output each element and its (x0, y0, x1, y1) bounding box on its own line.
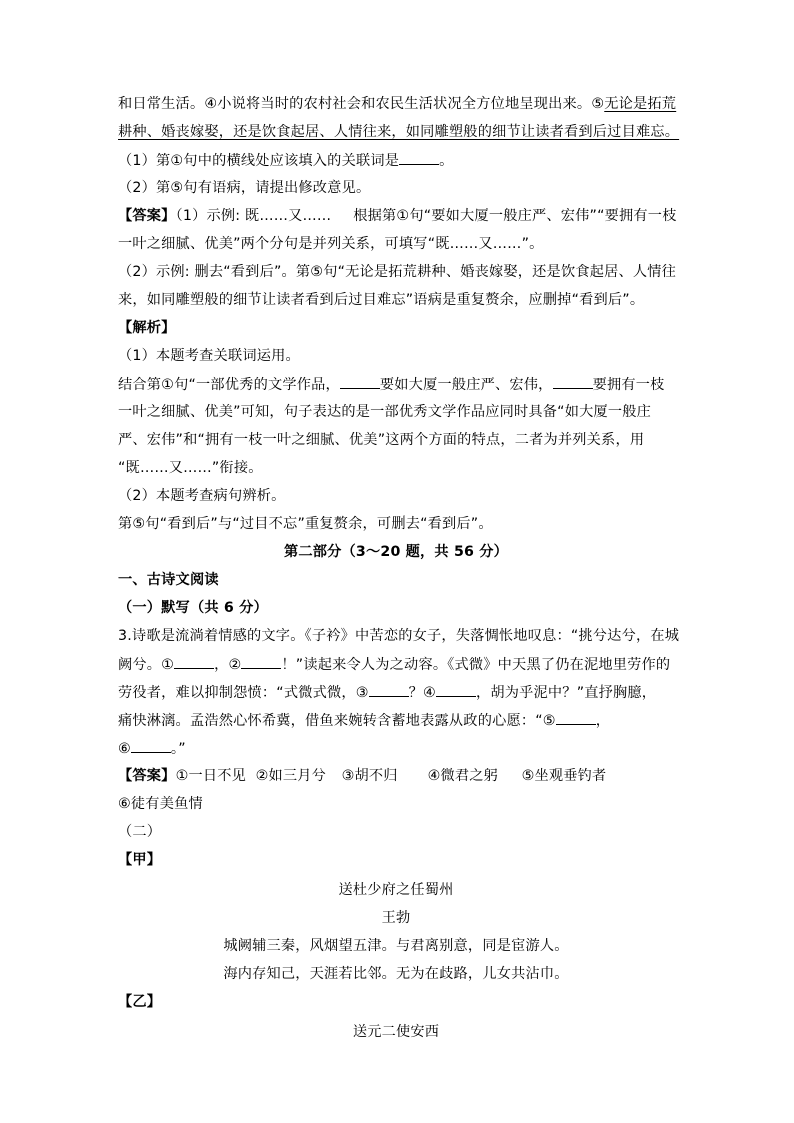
answer-blank (174, 654, 214, 669)
para1-line2: 耕种、婚丧嫁娶，还是饮食起居、人情往来，如同雕塑般的细节让读者看到后过目难忘。 (118, 124, 680, 140)
poem-b-title: 送元二使安西 (352, 1024, 440, 1040)
answer-blank (553, 374, 593, 389)
answer-1-line3: （2）示例: 删去“看到后”。第⑤句“无论是拓荒耕种、婚丧嫁娶，还是饮食起居、人情往 (118, 264, 677, 280)
question-1-text: （1）第①句中的横线处应该填入的关联词是 (118, 153, 400, 169)
poem-a-line2: 海内存知己，天涯若比邻。无为在歧路，儿女共沾巾。 (223, 966, 569, 982)
answer-item: ②如三月兮 (255, 768, 327, 784)
poem-b-tag: 【乙】 (118, 994, 162, 1010)
answer-item: ⑤坐观垂钓者 (521, 768, 607, 784)
analysis-line1: （1）本题考查关联词运用。 (118, 348, 300, 364)
question-3-line2 (118, 654, 670, 675)
answer-blank (241, 654, 281, 669)
analysis-text: 要如大厦一般庄严、宏伟， (379, 377, 553, 393)
answer-blank (369, 682, 409, 697)
question-3-text: ？④ (408, 685, 436, 701)
analysis-line6: （2）本题考查病句辨析。 (118, 488, 286, 504)
answer-item: ④微君之躬 (427, 768, 499, 784)
analysis-tag: 【解析】 (118, 320, 176, 336)
question-3-text: ⑥ (118, 741, 131, 757)
question-3-text: ， (595, 713, 611, 729)
answer-item: ①一日不见 (175, 768, 247, 784)
answer-1-example: （1）示例: 既……又…… (175, 208, 332, 224)
answer-1-line4: 来，如同雕塑般的细节让读者看到后过目难忘”语病是重复赘余，应删掉“看到后”。 (118, 292, 645, 308)
question-3-text: ，胡为乎泥中？”直抒胸臆， (475, 685, 657, 701)
answer-3-line2: ⑥徒有美鱼情 (118, 796, 203, 812)
answer-3-line1 (118, 766, 606, 786)
question-3-line4 (118, 710, 610, 731)
poem-a-tag: 【甲】 (118, 852, 162, 868)
answer-blank (399, 150, 439, 165)
analysis-line4: 严、宏伟”和“拥有一枝一叶之细腻、优美”这两个方面的特点，二者为并列关系，用 (118, 432, 645, 448)
answer-1-line1 (118, 206, 677, 226)
analysis-line7: 第⑤句“看到后”与“过目不忘”重复赘余，可删去“看到后”。 (118, 516, 493, 532)
part-2-title: 第二部分（3～20 题，共 56 分） (283, 544, 509, 560)
para1-text: 和日常生活。④小说将当时的农村社会和农民生活状况全方位地呈现出来。⑤ (118, 96, 605, 112)
analysis-line2 (118, 374, 665, 395)
subsection-2-heading: （二） (118, 824, 162, 840)
poem-a-line1: 城阙辅三秦，风烟望五津。与君离别意，同是宦游人。 (223, 938, 569, 954)
analysis-line5: “既……又……”衔接。 (118, 460, 263, 476)
question-3-line3 (118, 682, 656, 703)
answer-tag: 【答案】 (118, 208, 176, 224)
subsection-heading: （一）默写（共 6 分） (118, 600, 268, 616)
question-3-line1: 3.诗歌是流淌着情感的文字。《子衿》中苦恋的女子，失落惆怅地叹息：“挑兮达兮，在城 (118, 628, 680, 644)
question-3-text: 痛快淋漓。孟浩然心怀希冀，借鱼来婉转含蓄地表露从政的心愿：“⑤ (118, 713, 556, 729)
question-3-line5 (118, 738, 186, 759)
answer-1-reason: 根据第①句“要如大厦一般庄严、宏伟”“要拥有一枝 (353, 208, 677, 224)
answer-blank (340, 374, 380, 389)
question-3-text: 劳役者，难以抑制怨愤：“式微式微，③ (118, 685, 369, 701)
analysis-text: 结合第①句“一部优秀的文学作品， (118, 377, 340, 393)
answer-item: ③胡不归 (341, 768, 398, 784)
answer-blank (556, 710, 596, 725)
question-3-text: ！”读起来令人为之动容。《式微》中天黑了仍在泥地里劳作的 (281, 657, 671, 673)
poem-a-title: 送杜少府之任蜀州 (338, 882, 454, 898)
section-heading: 一、古诗文阅读 (118, 572, 219, 588)
answer-blank (131, 738, 171, 753)
answer-1-line2: 一叶之细腻、优美”两个分句是并列关系，可填写“既……又……”。 (118, 236, 544, 252)
analysis-text: 要拥有一枝 (592, 377, 665, 393)
question-1-end: 。 (439, 153, 454, 169)
para1-line1 (118, 94, 676, 114)
answer-tag: 【答案】 (118, 768, 176, 784)
para1-underlined-start: 无论是拓荒 (604, 96, 677, 112)
poem-a-author: 王勃 (381, 910, 411, 926)
answer-blank (436, 682, 476, 697)
question-2: （2）第⑤句有语病，请提出修改意见。 (118, 180, 371, 196)
question-3-text: 。” (170, 741, 186, 757)
analysis-line3: 一叶之细腻、优美”可知，句子表达的是一部优秀文学作品应同时具备“如大厦一般庄 (118, 404, 652, 420)
question-3-text: ，② (214, 657, 242, 673)
question-1 (118, 150, 454, 171)
question-3-text: 阙兮。① (118, 657, 175, 673)
